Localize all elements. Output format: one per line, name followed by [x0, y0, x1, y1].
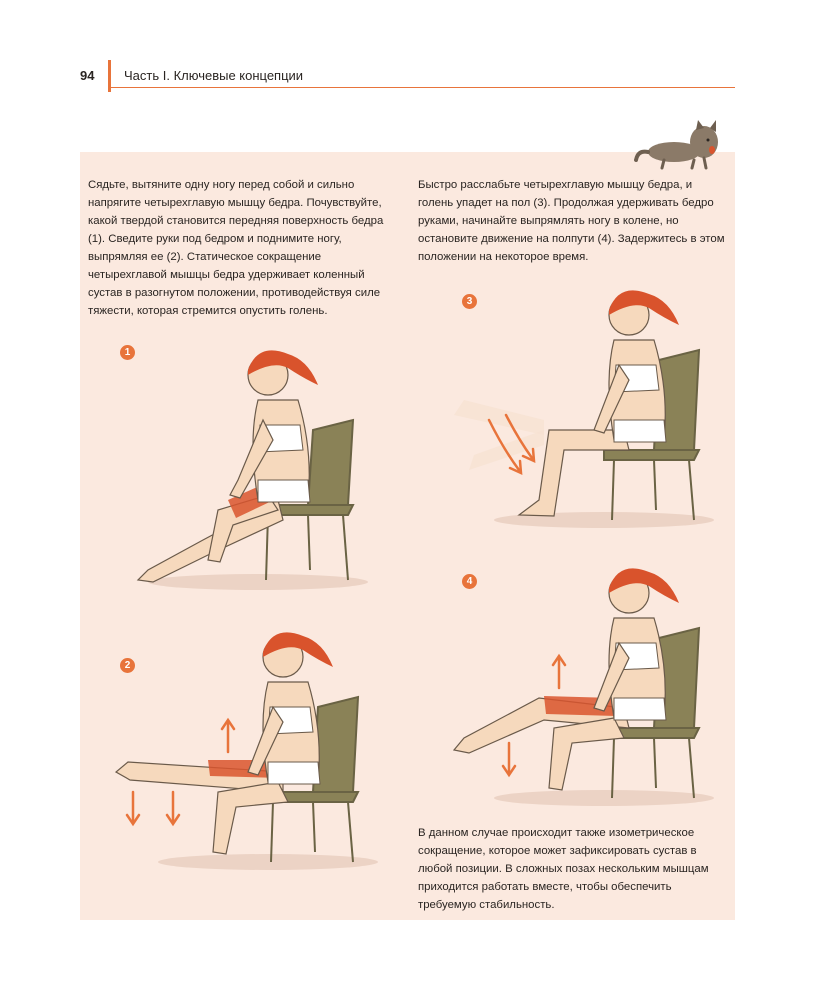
- step-badge-2: 2: [120, 658, 135, 673]
- instruction-text-1: Сядьте, вытяните одну ногу перед собой и сильно напрягите четырехглавую мышцу бедра. Почувствуйте, какой твердой становится передняя поверхность бедра (1). Сведите руки под бедром и поднимите ногу, выпрямляя ее (2). Статическое сокращение четырехглавой мышцы бедра удерживает коленный сустав в разогнутом положении, противодействуя силе тяжести, которая стремится опустить голень.: [88, 179, 384, 317]
- chapter-title: Часть I. Ключевые концепции: [124, 68, 304, 83]
- page-header: [80, 60, 735, 92]
- figure-step-3: [444, 270, 719, 532]
- header-divider: [108, 87, 735, 88]
- page-number: 94: [80, 68, 95, 83]
- figure-step-2: [108, 612, 378, 872]
- step-badge-4: 4: [462, 574, 477, 589]
- step-badge-1: 1: [120, 345, 135, 360]
- figure-step-4: [444, 548, 719, 810]
- figure-step-1: [108, 330, 378, 592]
- cat-illustration: [634, 112, 738, 170]
- instruction-text-2: Быстро расслабьте четырехглавую мышцу бедра, и голень упадет на пол (3). Продолжая удерживать бедро руками, начинайте выпрямлять ногу в колене, но остановите движение на полпути (4). Задержитесь в этом положении на некоторое время.: [418, 179, 725, 263]
- instruction-text-3: В данном случае происходит также изометрическое сокращение, которое может зафиксировать сустав в любой позиции. В сложных позах нескольким мышцам приходится работать вместе, чтобы обеспечить требуемую стабильность.: [418, 827, 709, 911]
- step-badge-3: 3: [462, 294, 477, 309]
